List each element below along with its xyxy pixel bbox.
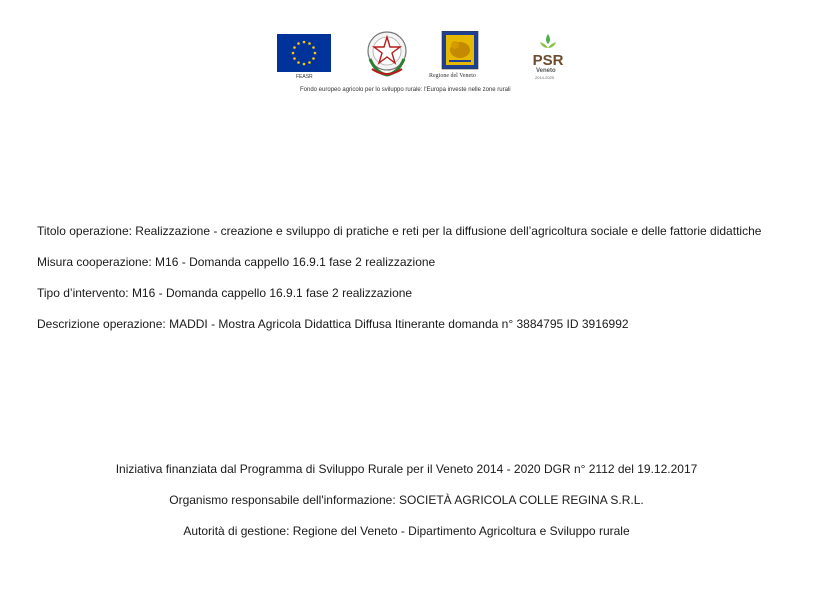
tipo-intervento: Tipo d’intervento: M16 - Domanda cappello 16.9.1 fase 2 realizzazione [37,286,413,300]
veneto-logo-caption: Regione del Veneto [429,73,476,79]
misura-cooperazione: Misura cooperazione: M16 - Domanda cappello 16.9.1 fase 2 realizzazione [37,255,436,269]
psr-logo-years: 2014-2020 [535,75,555,80]
logo-bar [0,0,813,100]
psr-logo-text: PSR [532,52,564,69]
titolo-operazione: Titolo operazione: Realizzazione - creazione e sviluppo di pratiche e reti per la diffusione dell’agricoltura sociale e delle fattorie didattiche [37,224,762,238]
descrizione-operazione: Descrizione operazione: MADDI - Mostra Agricola Didattica Diffusa Itinerante domanda n° 3884795 ID 3916992 [37,317,629,331]
autorita-gestione: Autorità di gestione: Regione del Veneto - Dipartimento Agricoltura e Sviluppo rurale [183,524,630,538]
iniziativa-finanziata: Iniziativa finanziata dal Programma di Sviluppo Rurale per il Veneto 2014 - 2020 DGR n° 2112 del 19.12.2017 [115,462,698,476]
operation-info [37,223,797,347]
eu-logo-caption: FEASR [296,74,313,80]
organismo-responsabile: Organismo responsabile dell'informazione: SOCIETÀ AGRICOLA COLLE REGINA S.R.L. [169,493,644,507]
funding-caption: Fondo europeo agricolo per lo sviluppo rurale: l'Europa investe nelle zone rurali [300,87,511,93]
italian-republic-emblem [364,29,410,79]
psr-logo-caption: Veneto [536,68,556,74]
footer-info [0,461,813,554]
